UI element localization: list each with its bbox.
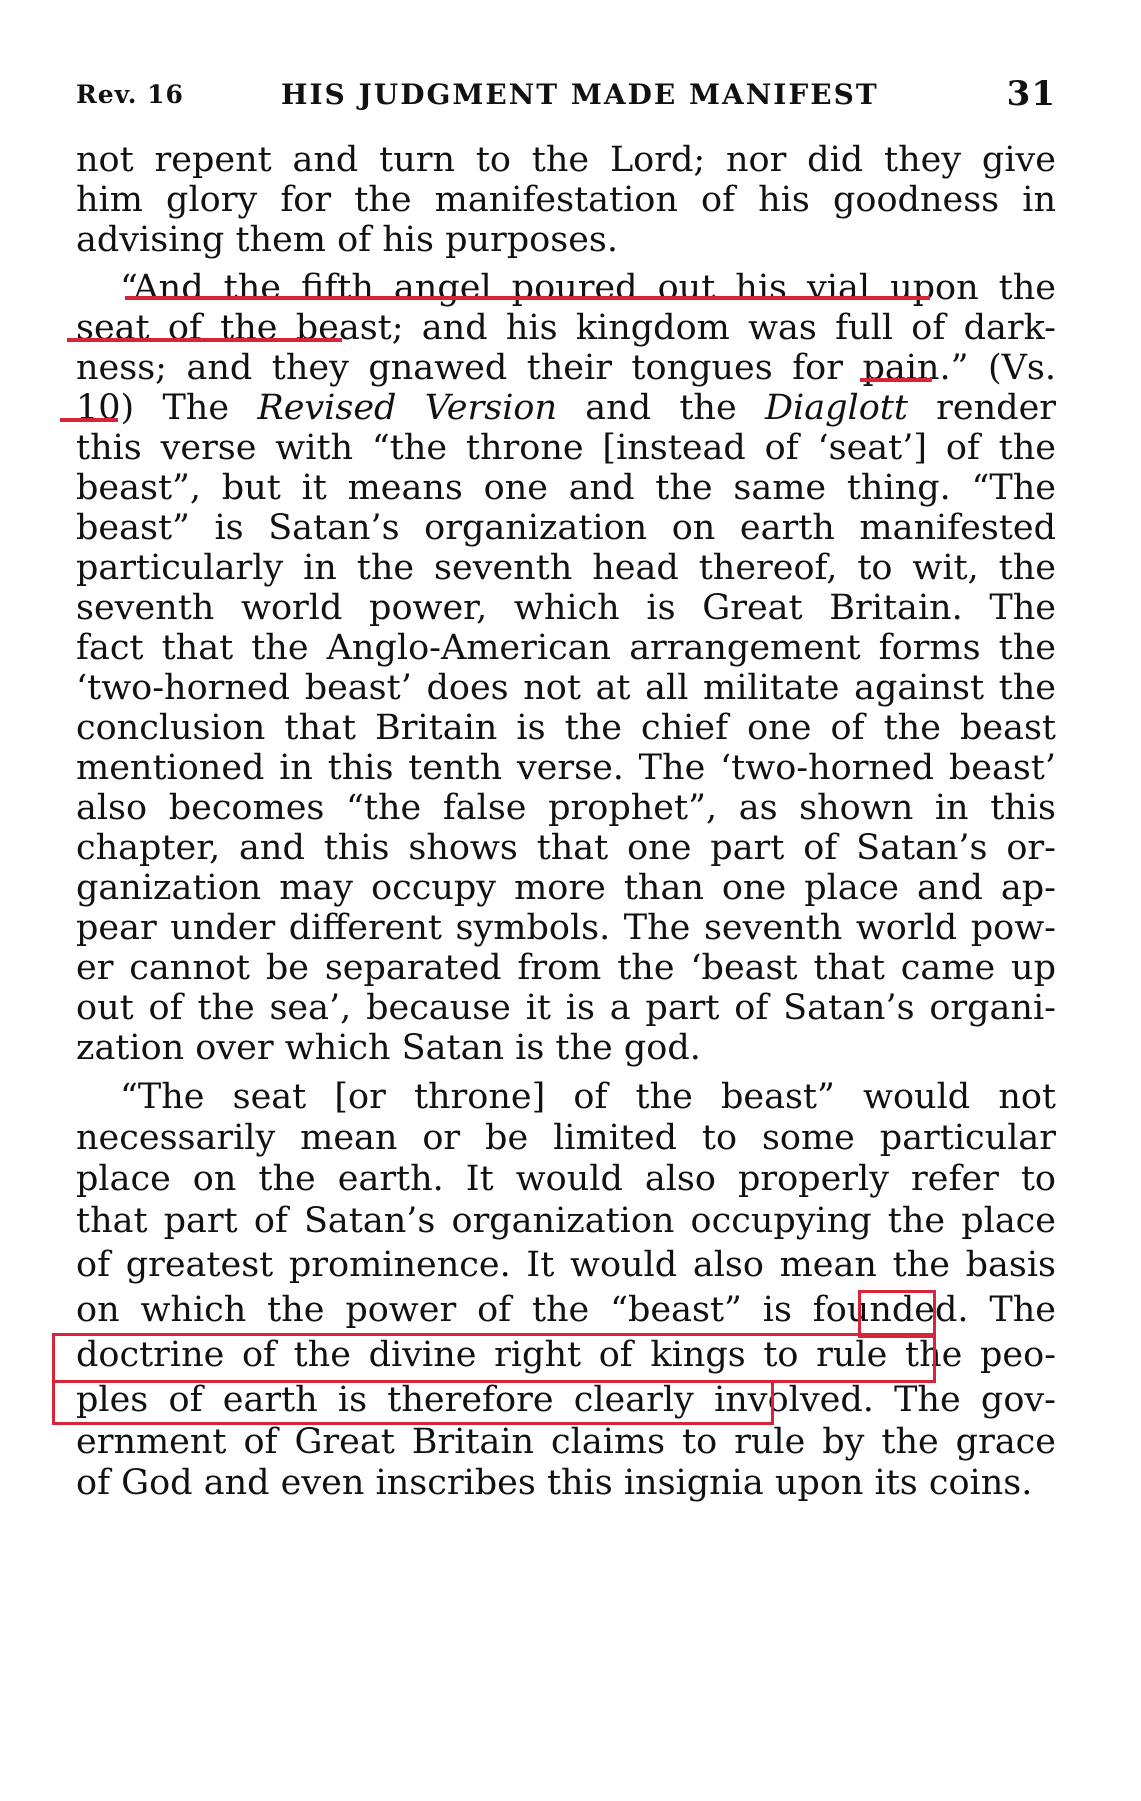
red-highlight-box (858, 1290, 936, 1338)
running-title: HIS JUDGMENT MADE MANIFEST (281, 78, 879, 111)
text-line: seventh world power, which is Great Britain. The (76, 588, 1056, 628)
text-run: 10) The (76, 388, 258, 428)
text-run: render (907, 388, 1057, 428)
text-line: doctrine of the divine right of kings to rule the peo- (76, 1335, 1056, 1375)
red-underline (125, 296, 930, 300)
text-line: ness; and they gnawed their tongues for pain.” (Vs. (76, 348, 1056, 388)
text-line: chapter, and this shows that one part of Satan’s or- (76, 828, 1056, 868)
text-line: on which the power of the “beast” is founded. The (76, 1290, 1056, 1330)
text-line: seat of the beast; and his kingdom was full of dark- (76, 308, 1056, 348)
text-line: er cannot be separated from the ‘beast that came up (76, 948, 1056, 988)
text-line: that part of Satan’s organization occupying the place (76, 1201, 1056, 1241)
italic-title: Revised Version (257, 388, 558, 428)
text-line: him glory for the manifestation of his goodness in (76, 180, 1056, 220)
red-underline (60, 418, 118, 422)
page-number: 31 (1006, 74, 1056, 114)
text-line: this verse with “the throne [instead of ‘seat’] of the (76, 428, 1056, 468)
text-line: of greatest prominence. It would also mean the basis (76, 1245, 1056, 1285)
text-line: ganization may occupy more than one place and ap- (76, 868, 1056, 908)
red-underline (67, 338, 342, 342)
text-line: out of the sea’, because it is a part of Satan’s organi- (76, 988, 1056, 1028)
text-line: “The seat [or throne] of the beast” would not (120, 1077, 1056, 1117)
text-line: mentioned in this tenth verse. The ‘two-horned beast’ (76, 748, 1056, 788)
text-line: ernment of Great Britain claims to rule by the grace (76, 1422, 1056, 1462)
text-line: necessarily mean or be limited to some particular (76, 1118, 1056, 1158)
text-line: particularly in the seventh head thereof, to wit, the (76, 548, 1056, 588)
text-line: ples of earth is therefore clearly involved. The gov- (76, 1380, 1056, 1420)
text-line: of God and even inscribes this insignia upon its coins. (76, 1463, 1033, 1503)
text-line: fact that the Anglo-American arrangement forms the (76, 628, 1056, 668)
text-line: conclusion that Britain is the chief one of the beast (76, 708, 1056, 748)
text-line: not repent and turn to the Lord; nor did they give (76, 140, 1056, 180)
text-line: beast” is Satan’s organization on earth manifested (76, 508, 1056, 548)
text-line: pear under different symbols. The seventh world pow- (76, 908, 1056, 948)
running-header (76, 70, 1056, 120)
chapter-ref: Rev. 16 (76, 80, 184, 109)
text-line: “And the fifth angel poured out his vial upon the (120, 268, 1056, 308)
red-underline (860, 378, 932, 382)
text-line: beast”, but it means one and the same thing. “The (76, 468, 1056, 508)
text-line: also becomes “the false prophet”, as shown in this (76, 788, 1056, 828)
text-line: zation over which Satan is the god. (76, 1028, 701, 1068)
text-line (76, 386, 1056, 430)
text-line: ‘two-horned beast’ does not at all militate against the (76, 668, 1056, 708)
text-line: advising them of his purposes. (76, 220, 618, 260)
italic-title: Diaglott (764, 388, 908, 428)
text-line: place on the earth. It would also properly refer to (76, 1159, 1056, 1199)
red-highlight-box (52, 1380, 774, 1425)
red-highlight-box (52, 1333, 936, 1383)
text-run: and the (557, 388, 765, 428)
